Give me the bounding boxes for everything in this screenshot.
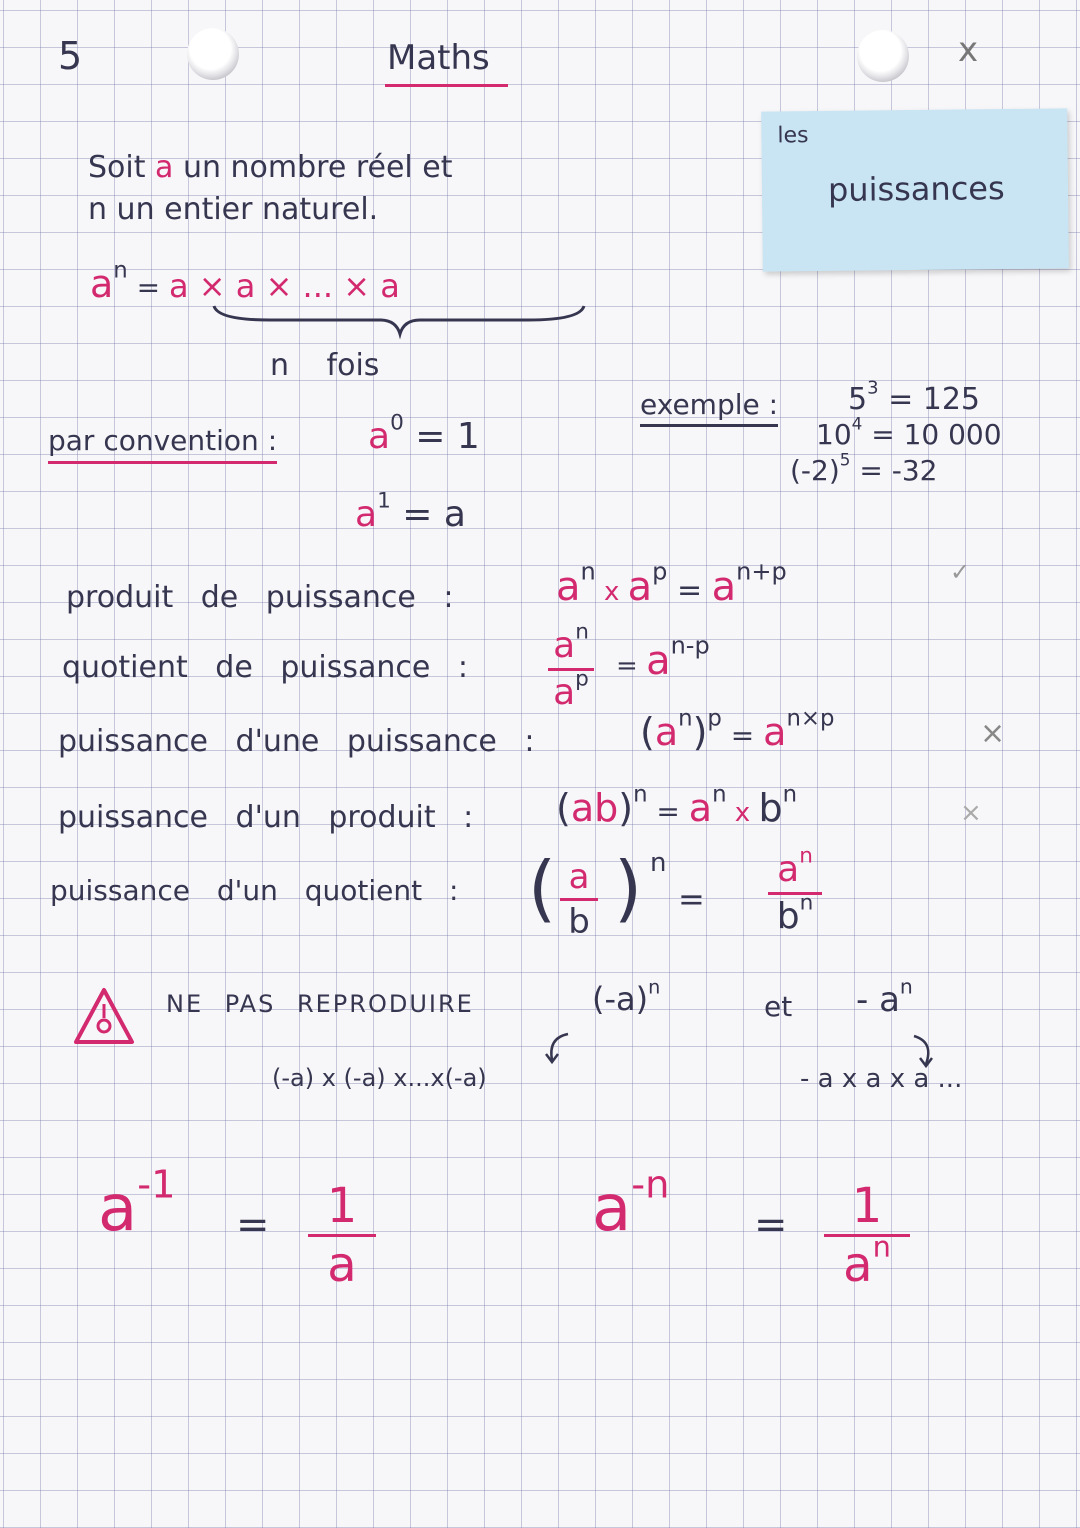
r5-rnum: a [777,849,800,890]
negative-formula-1-lhs [98,1162,176,1246]
warning-expr-1-exp: n [648,975,661,999]
warning-expansion-1: (-a) x (-a) x...x(-a) [272,1064,487,1092]
r5-paren-open: ( [528,846,557,930]
r2-num: a [553,625,576,666]
r5-result-bar [768,892,822,895]
rule-power-quotient-label: puissance d'un quotient : [50,874,459,907]
binder-hole-right [857,30,909,82]
binder-hole-left [187,28,239,80]
r5-exp: n [650,848,667,878]
sticky-line2: puissances [827,169,1005,209]
rule-power-power-cross: × [980,716,1006,751]
rule-product-label: produit de puissance : [66,580,454,615]
convention-formula-2 [355,488,466,535]
r4-rb-exp: n [782,781,798,808]
example-3-base: (-2) [790,454,840,487]
r1-a-exp: n [580,557,596,586]
definition-formula [90,257,400,306]
example-1-exp: 3 [867,377,879,399]
r1-res-exp: n+p [736,557,787,586]
underbrace [210,302,590,342]
r1-res: a [711,564,737,610]
r4-close: ) [618,786,634,830]
r5-fraction-bar [560,898,598,901]
conv1-rest: = 1 [403,416,480,457]
r3-close: ) [692,710,708,754]
r2-den-exp: p [575,666,589,692]
definition-line2: n un entier naturel. [88,192,379,227]
conv2-rest: = a [390,494,466,535]
example-3-exp: 5 [839,449,851,470]
rule-quotient-result [616,631,710,684]
r1-a: a [556,564,581,610]
r1-times: x [595,577,628,607]
neg1-eq: = [236,1202,270,1248]
example-1-result: = 125 [878,382,981,417]
definition-suffix: un nombre réel et [173,150,453,185]
r5-den: b [568,902,590,942]
neg2-base: a [592,1172,632,1246]
conv2-exp: 1 [377,488,391,514]
neg2-den-exp: n [872,1229,891,1264]
close-mark: x [958,30,979,70]
warning-expr-2-base: - a [856,980,900,1020]
r5-num: a [568,857,590,897]
r2-res: a [646,638,671,684]
r4-ra: a [688,786,713,830]
r4-ra-exp: n [712,781,727,808]
neg1-base: a [98,1172,138,1246]
r2-eq: = [616,651,647,681]
negative-formula-2-fraction [824,1178,910,1293]
convention-formula-1 [368,410,480,457]
example-2-exp: 4 [851,413,863,434]
r2-den: a [553,672,576,713]
rule-power-quotient-fraction [560,857,598,942]
definition-line1 [88,150,453,185]
r4-rb: b [758,786,783,830]
example-1 [848,377,981,417]
brace-label: n fois [270,348,380,383]
warning-expr-2 [856,974,913,1020]
r2-num-exp: n [575,619,589,645]
neg2-eq: = [754,1202,788,1248]
neg2-den: a [843,1237,873,1293]
warning-expansion-2: - a x a x a ... [800,1064,963,1094]
page-title: Maths [385,38,508,87]
warning-expr-2-exp: n [899,974,913,999]
formula-lhs-exp: n [113,257,128,284]
r1-b: a [627,564,653,610]
example-1-base: 5 [848,382,868,417]
r4-eq: = [647,795,689,828]
example-2-result: = 10 000 [862,418,1002,451]
negative-formula-2-lhs [592,1162,670,1246]
rule-power-power-formula [640,705,835,754]
r5-paren-close: ) [614,846,643,930]
warning-text: NE PAS REPRODUIRE [166,990,474,1018]
example-3 [790,449,938,487]
rule-product-check: ✓ [950,558,971,586]
r4-open: ( [556,786,571,830]
r5-eq: = [678,880,705,918]
conv2-base: a [355,494,378,535]
neg1-den: a [327,1237,357,1293]
r3-n: n [678,705,693,732]
neg1-num: 1 [326,1178,358,1234]
r3-open: ( [640,710,655,754]
r1-b-exp: p [652,557,668,586]
negative-formula-1-fraction [308,1178,376,1293]
r4-times: x [726,798,759,828]
formula-lhs: a [90,262,114,306]
page-number: 5 [58,34,83,78]
r4-a: a [570,786,595,830]
r4-b: b [594,786,619,830]
conv1-base: a [368,416,391,457]
example-3-result: = -32 [850,454,938,487]
r3-res-exp: n×p [786,705,835,732]
r1-eq: = [667,573,712,608]
r3-eq: = [721,719,764,752]
rule-product-formula [556,557,787,610]
warning-expr-1 [592,975,661,1018]
warning-connector: et [764,990,793,1023]
r5-rnum-exp: n [799,843,813,869]
neg2-num: 1 [851,1178,883,1234]
examples-label: exemple : [640,388,778,427]
sticky-line1: les [777,123,809,149]
rule-power-power-label: puissance d'une puissance : [58,724,535,759]
r3-a: a [654,710,679,754]
example-2-base: 10 [816,418,852,451]
definition-prefix: Soit [88,150,156,185]
neg2-exp: -n [631,1162,670,1208]
rule-power-product-formula [556,781,798,830]
r3-res: a [763,710,787,754]
r5-rden-exp: n [799,890,814,916]
neg1-exp: -1 [137,1162,176,1208]
rule-power-product-label: puissance d'un produit : [58,800,474,835]
r2-res-exp: n-p [670,631,710,660]
formula-eq: = [127,271,170,304]
convention-label: par convention : [48,424,277,464]
definition-var: a [155,150,174,185]
sticky-note [761,108,1069,271]
r3-exp: p [707,705,722,732]
rule-quotient-fraction [548,619,594,713]
warning-arrow-1 [538,1030,578,1070]
rule-power-product-cross: × [960,798,982,828]
formula-rhs: a × a × ... × a [169,267,400,305]
example-2 [816,413,1002,451]
r5-rden: b [776,896,800,937]
warning-icon [72,986,136,1046]
conv1-exp: 0 [390,410,404,436]
r4-exp: n [633,781,648,808]
warning-expr-1-base: (-a) [592,980,649,1018]
rule-quotient-label: quotient de puissance : [62,650,468,685]
rule-power-quotient-result [768,843,822,937]
